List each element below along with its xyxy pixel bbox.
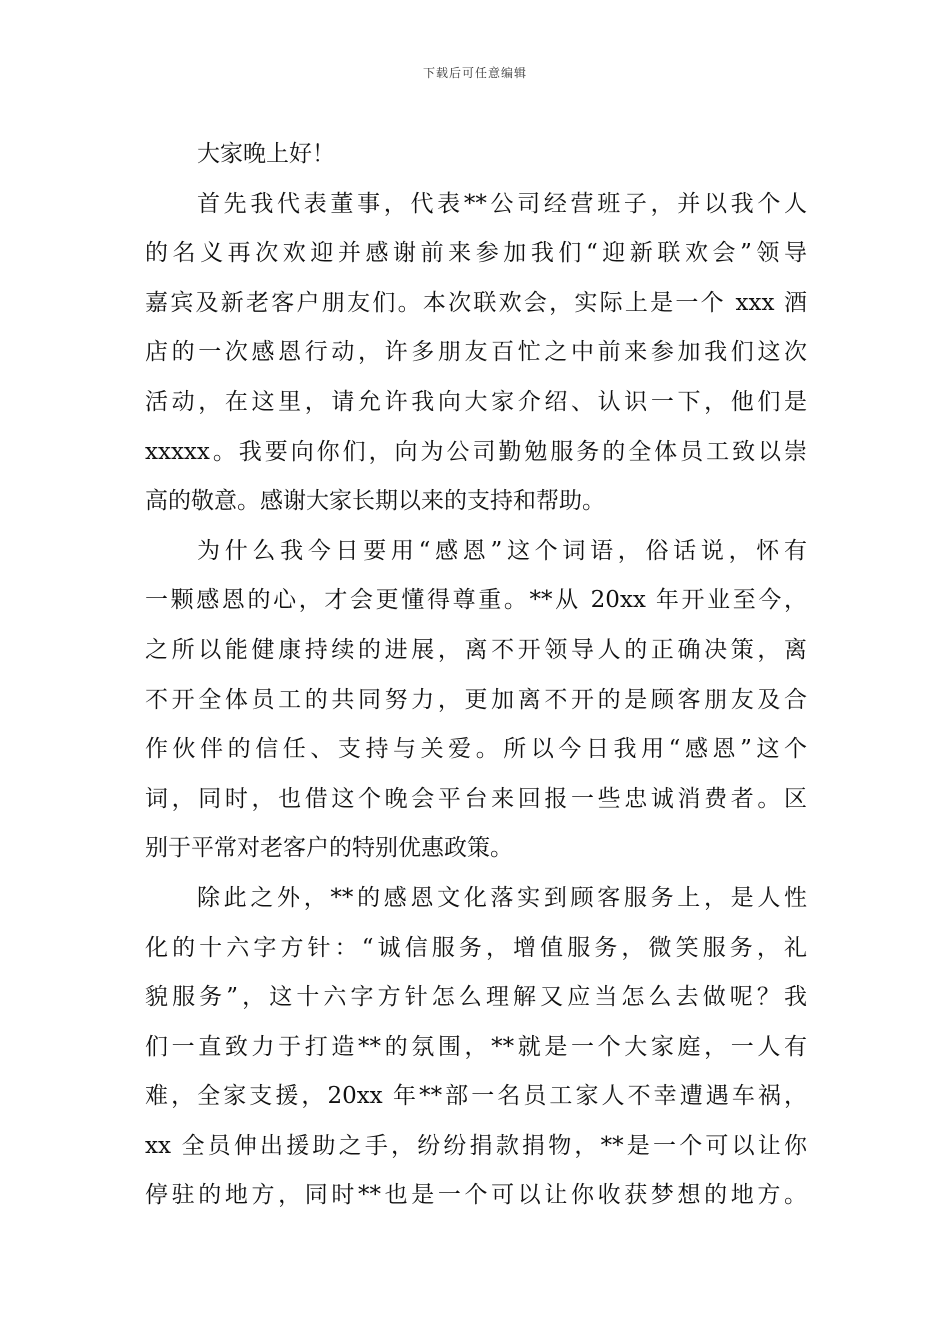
text-line: 停驻的地方，同时**也是一个可以让你收获梦想的地方。 bbox=[145, 1182, 807, 1209]
text-line: 难，全家支援，20xx 年**部一名员工家人不幸遭遇车祸， bbox=[145, 1083, 807, 1110]
text-line: 作伙伴的信任、支持与关爱。所以今日我用“感恩”这个 bbox=[145, 736, 807, 763]
text-line: 店的一次感恩行动，许多朋友百忙之中前来参加我们这次 bbox=[145, 339, 807, 366]
text-line: 化的十六字方针：“诚信服务，增值服务，微笑服务，礼 bbox=[145, 934, 807, 961]
paragraph-1 bbox=[145, 180, 807, 527]
text-line: 貌服务”，这十六字方针怎么理解又应当怎么去做呢？我 bbox=[145, 984, 807, 1011]
text-line: 除此之外，**的感恩文化落实到顾客服务上，是人性 bbox=[197, 884, 807, 911]
text-line: 高的敬意。感谢大家长期以来的支持和帮助。 bbox=[145, 488, 605, 515]
text-line: 一颗感恩的心，才会更懂得尊重。**从 20xx 年开业至今， bbox=[145, 587, 807, 614]
paragraph-2 bbox=[145, 527, 807, 874]
text-line: 活动，在这里，请允许我向大家介绍、认识一下，他们是 bbox=[145, 388, 807, 415]
greeting-line: 大家晚上好！ bbox=[197, 141, 335, 167]
text-line: 为什么我今日要用“感恩”这个词语，俗话说，怀有 bbox=[197, 537, 807, 564]
text-line: 不开全体员工的共同努力，更加离不开的是顾客朋友及合 bbox=[145, 686, 807, 713]
text-line: 们一直致力于打造**的氛围，**就是一个大家庭，一人有 bbox=[145, 1033, 807, 1060]
text-line: 别于平常对老客户的特别优惠政策。 bbox=[145, 835, 513, 862]
text-line: 的名义再次欢迎并感谢前来参加我们“迎新联欢会”领导 bbox=[145, 240, 807, 267]
header-note: 下载后可任意编辑 bbox=[422, 66, 527, 80]
document-body bbox=[145, 130, 807, 1221]
text-line: 首先我代表董事，代表**公司经营班子，并以我个人 bbox=[197, 190, 807, 217]
text-line: xx 全员伸出援助之手，纷纷捐款捐物，**是一个可以让你 bbox=[145, 1132, 807, 1159]
paragraph-3 bbox=[145, 874, 807, 1221]
text-line: 嘉宾及新老客户朋友们。本次联欢会，实际上是一个 xxx 酒 bbox=[145, 289, 807, 316]
text-line: 之所以能健康持续的进展，离不开领导人的正确决策，离 bbox=[145, 636, 807, 663]
text-line: xxxxx。我要向你们，向为公司勤勉服务的全体员工致以崇 bbox=[145, 438, 807, 465]
text-line: 词，同时，也借这个晚会平台来回报一些忠诚消费者。区 bbox=[145, 785, 807, 812]
